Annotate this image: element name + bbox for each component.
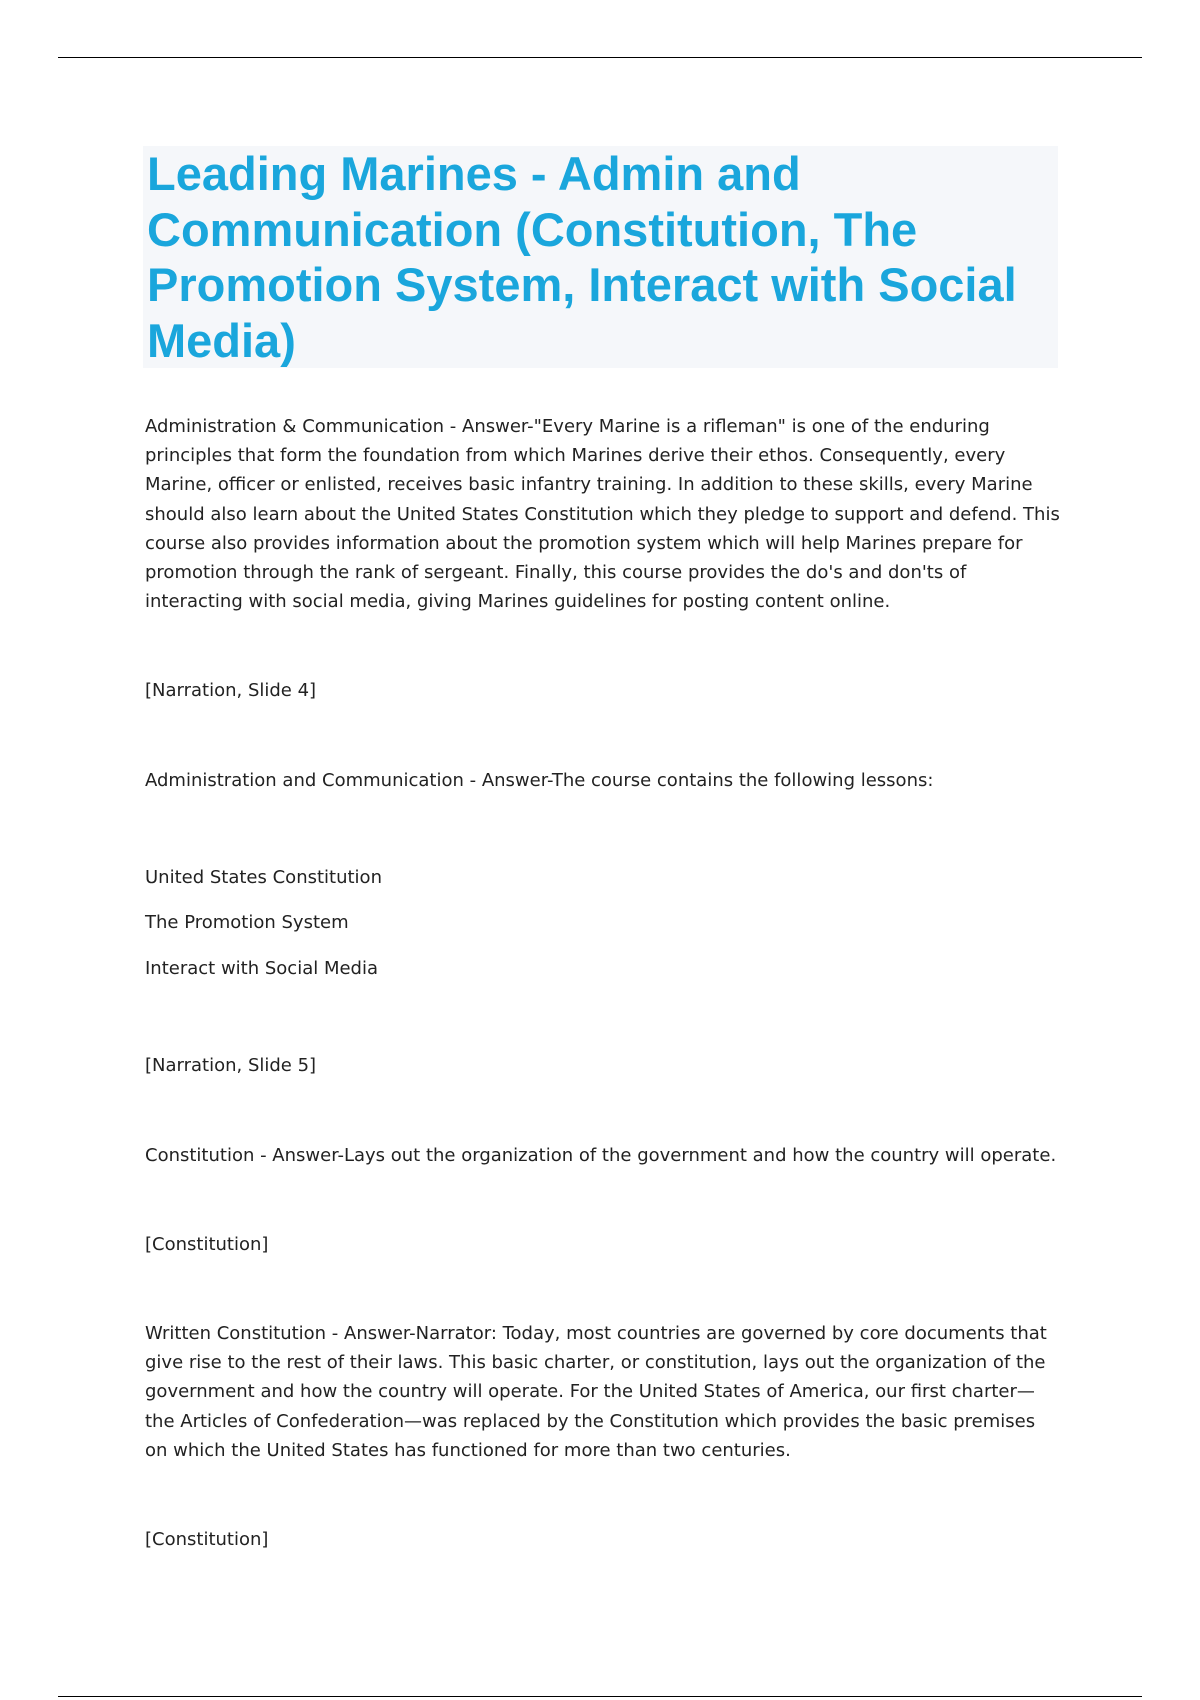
constitution-tag: [Constitution] (145, 1233, 269, 1255)
title-block (143, 146, 1058, 368)
constitution-tag: [Constitution] (145, 1528, 269, 1550)
narration-slide-5: [Narration, Slide 5] (145, 1055, 317, 1077)
bottom-rule (58, 1696, 1142, 1697)
top-rule (58, 57, 1142, 58)
entry-administration-communication: Administration & Communication - Answer-"Every Marine is a rifleman" is one of the enduring principles that form the foundation from which Marines derive their ethos. Consequently, every Marine, officer or enlisted, receives basic infantry training. In addition to these skills, every Marine should also learn about the United States Constitution which they pledge to support and defend. This course also provides information about the promotion system which will help Marines prepare for promotion through the rank of sergeant. Finally, this course provides the do's and don'ts of interacting with social media, giving Marines guidelines for posting content online. (145, 416, 1060, 613)
lesson-item-social-media: Interact with Social Media (145, 957, 379, 979)
entry-written-constitution: Written Constitution - Answer-Narrator: Today, most countries are governed by core documents that give rise to the rest of their laws. This basic charter, or constitution, lays out the organization of the government and how the country will operate. For the United States of America, our first charter—the Articles of Confederation—was replaced by the Constitution which provides the basic premises on which the United States has functioned for more than two centuries. (145, 1322, 1047, 1461)
entry-constitution: Constitution - Answer-Lays out the organization of the government and how the country will operate. (145, 1144, 1057, 1166)
entry-course-lessons: Administration and Communication - Answer-The course contains the following lessons: (145, 769, 934, 791)
document-body (145, 412, 1060, 1554)
lesson-item-promotion: The Promotion System (145, 912, 349, 934)
lesson-item-constitution: United States Constitution (145, 866, 382, 888)
lesson-list (145, 855, 1060, 992)
document-title: Leading Marines - Admin and Communication (Constitution, The Promotion System, Interact with Social Media) (147, 147, 1017, 367)
narration-slide-4: [Narration, Slide 4] (145, 680, 317, 702)
